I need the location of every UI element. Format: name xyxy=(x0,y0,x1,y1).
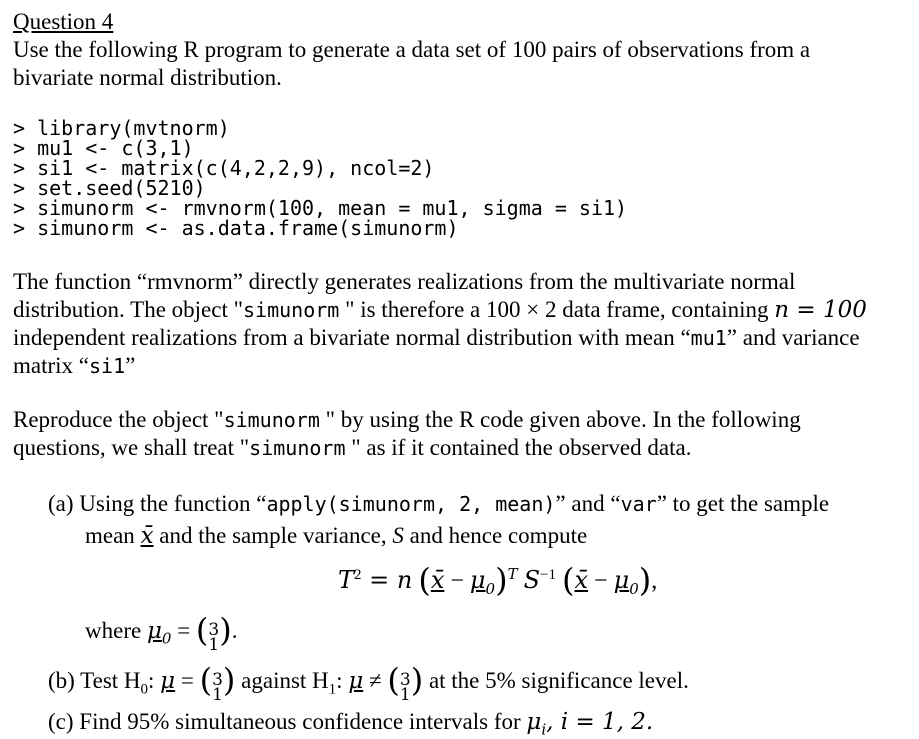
para2-line-4 xyxy=(13,352,135,380)
code-line: > simunorm <- as.data.frame(simunorm) xyxy=(13,216,459,240)
t-squared-formula: $T^2 = n$ (x̄ − $\mu_0)^T$ $S^{-1}$ (x̄ − $\mu_0$), xyxy=(338,561,658,599)
part-label: (b) xyxy=(48,668,75,693)
para3-line-1 xyxy=(13,406,801,434)
s-symbol: S xyxy=(392,523,404,548)
mu-symbol: μ xyxy=(613,566,630,594)
inline-code: simunorm xyxy=(223,408,320,432)
text-run: at the 5% significance level. xyxy=(423,668,689,693)
text-run: ” and variance xyxy=(726,325,860,350)
text-run: : xyxy=(336,668,349,693)
question-title: Question 4 xyxy=(13,9,114,34)
h-sub: 1 xyxy=(328,681,337,698)
right-paren: ) xyxy=(410,661,424,699)
text-run: Test H xyxy=(80,668,141,693)
formula-s: S xyxy=(523,566,541,594)
inline-code: simunorm xyxy=(243,298,340,322)
inline-code: mu1 xyxy=(690,326,727,350)
para2-line-2 xyxy=(13,296,867,324)
xbar-symbol: x̄ xyxy=(140,523,154,549)
formula-sup: 2 xyxy=(354,567,362,583)
vector-entry: 3 xyxy=(212,670,223,690)
h-sub: 0 xyxy=(140,681,149,698)
formula-eq-n: = n xyxy=(361,566,413,594)
vector-entry: 1 xyxy=(208,635,220,655)
part-b xyxy=(48,661,689,705)
mu-symbol: μ xyxy=(526,709,542,735)
text-run: : xyxy=(148,668,161,693)
text-run: ” to get the sample xyxy=(656,491,830,516)
part-c xyxy=(48,708,654,739)
code-line: > mu1 <- c(3,1) xyxy=(13,136,194,160)
vector-entry: 3 xyxy=(208,620,220,640)
right-paren: ) xyxy=(222,661,236,699)
mu-symbol: μ xyxy=(348,668,364,694)
part-a-line-1 xyxy=(48,490,829,518)
right-paren: ) xyxy=(495,561,508,599)
mu-sub: 0 xyxy=(485,579,496,598)
text-run: ≠ xyxy=(363,668,388,693)
formula-t: T xyxy=(338,566,355,594)
code-line: > si1 <- matrix(c(4,2,2,9), ncol=2) xyxy=(13,156,435,180)
inline-code: apply(simunorm, 2, mean) xyxy=(266,492,556,516)
math-n: n = 100 xyxy=(774,297,867,323)
text-run: = xyxy=(175,668,200,693)
mu-sub: i xyxy=(541,720,547,739)
text-run: and hence compute xyxy=(403,523,588,548)
formula-mu0 xyxy=(613,566,639,598)
text-run: against H xyxy=(235,668,329,693)
code-line: > set.seed(5210) xyxy=(13,176,206,200)
mu-sub: 0 xyxy=(161,629,172,648)
inline-code: simunorm xyxy=(249,436,346,460)
text-run: ” and “ xyxy=(555,491,621,516)
code-line: > library(mvtnorm) xyxy=(13,116,230,140)
formula-xbar: x̄ xyxy=(430,566,445,594)
inverse-sup: −1 xyxy=(540,567,556,583)
para2-line-3 xyxy=(13,324,860,352)
text-run: distribution. The object " xyxy=(13,297,243,322)
part-label: (a) xyxy=(48,491,74,516)
vector-entry: 3 xyxy=(399,670,411,690)
formula-mu0 xyxy=(469,566,496,598)
vector-entry: 1 xyxy=(399,685,411,705)
mu-sub: 0 xyxy=(629,579,639,598)
vector-entry: 1 xyxy=(212,685,223,705)
text-run: " is therefore a 100 × 2 data frame, containing xyxy=(339,297,775,322)
formula-xbar: x̄ xyxy=(574,566,589,594)
text-run: , i = 1, 2. xyxy=(546,709,654,735)
mu-vector xyxy=(212,670,223,705)
intro-line-2: bivariate normal distribution. xyxy=(13,65,282,90)
text-run: where xyxy=(85,618,147,643)
inline-code: var xyxy=(620,492,657,516)
left-paren: ( xyxy=(195,611,209,649)
text-run: Reproduce the object " xyxy=(13,407,224,432)
code-line: > simunorm <- rmvnorm(100, mean = mu1, sigma = si1) xyxy=(13,196,628,220)
para3-line-2 xyxy=(13,434,691,462)
para2-line-1: The function “rmvnorm” directly generates realizations from the multivariate normal xyxy=(13,269,796,294)
intro-line-1: Use the following R program to generate a data set of 100 pairs of observations from a xyxy=(13,37,811,62)
text-run: ” xyxy=(125,353,136,378)
text-run: questions, we shall treat " xyxy=(13,435,250,460)
left-paren: ( xyxy=(199,661,213,699)
transpose-sup: T xyxy=(507,565,518,583)
text-run: Find 95% simultaneous confidence intervals for xyxy=(79,709,527,734)
text-run: independent realizations from a bivariate normal distribution with mean “ xyxy=(13,325,691,350)
left-paren: ( xyxy=(562,561,575,599)
mu-symbol: μ xyxy=(160,668,176,694)
text-run: mean xyxy=(85,523,141,548)
text-run: Using the function “ xyxy=(79,491,267,516)
mu-symbol: μ xyxy=(146,618,162,644)
part-label: (c) xyxy=(48,709,74,734)
left-paren: ( xyxy=(387,661,400,699)
where-mu0-line: where $\mu_0$ = ( 3 1 ). xyxy=(85,611,238,655)
text-run: " by using the R code given above. In the following xyxy=(319,407,801,432)
mu0-vector xyxy=(208,620,220,655)
text-run: " as if it contained the observed data. xyxy=(345,435,692,460)
inline-code: si1 xyxy=(89,354,126,378)
mu-symbol: μ xyxy=(469,566,486,594)
right-paren: ) xyxy=(638,561,652,599)
text-run: matrix “ xyxy=(13,353,89,378)
left-paren: ( xyxy=(418,561,431,599)
part-a-line-2 xyxy=(85,522,587,550)
text-run: and the sample variance, xyxy=(153,523,393,548)
mu0-symbol xyxy=(146,618,172,648)
mu-vector xyxy=(399,670,411,705)
right-paren: ) xyxy=(219,611,232,649)
